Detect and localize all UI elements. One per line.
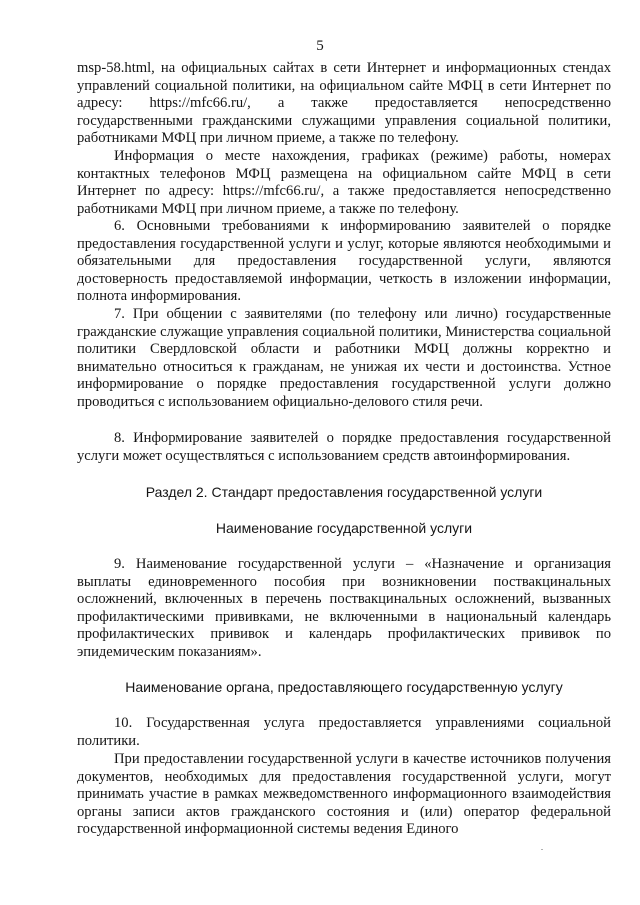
paragraph-item-8: 8. Информирование заявителей о порядке предоставления государственной услуги может осуществляться с использованием средств автоинформирования. (77, 430, 611, 464)
subsection-heading-service: Наименование государственной услуги (215, 520, 473, 536)
paragraph-item-10: 10. Государственная услуга предоставляется управлениями социальной политики. (77, 715, 611, 749)
page-number: 5 (316, 38, 324, 54)
paragraph-item-9: 9. Наименование государственной услуги – «Назначение и организация выплаты единовременного пособия при возникновении поствакцинальных осложнений, включенных в перечень поствакцинальных осложнений, вызванных профилактическими прививками, не включенными в национальный календарь профилактических прививок и календарь профилактических прививок по эпидемическим показаниям». (77, 556, 611, 660)
subsection-heading-authority: Наименование органа, предоставляющего государственную услугу (125, 679, 563, 695)
paragraph-mfc-info: Информация о месте нахождения, графиках (режиме) работы, номерах контактных телефонов МФЦ размещена на официальном сайте МФЦ в сети Интернет по адресу: https://mfc66.ru/, а также предоставляется непосредственно работниками МФЦ при личном приеме, а также по телефону. (77, 148, 611, 217)
paragraph-item-7: 7. При общении с заявителями (по телефону или лично) государственные гражданские служащие управления социальной политики, Министерства социальной политики Свердловской области и работники МФЦ должны корректно и внимательно относиться к гражданам, не унижая их чести и достоинства. Устное информирование о порядке предоставления государственной услуги должно проводиться с использованием официально-делового стиля речи. (77, 306, 611, 410)
section-heading: Раздел 2. Стандарт предоставления государственной услуги (145, 484, 543, 500)
paragraph-info-sources: msp-58.html, на официальных сайтах в сети Интернет и информационных стендах управлений социальной политики, на официальном сайте МФЦ в сети Интернет по адресу: https://mfc66.ru/, а также предоставляется непосредственно государственными гражданскими служащими управления социальной политики, работниками МФЦ при личном приеме, а также по телефону. (77, 60, 611, 147)
paragraph-interagency: При предоставлении государственной услуги в качестве источников получения документов, необходимых для предоставления государственной услуги, могут принимать участие в рамках межведомственного информационного взаимодействия органы записи актов гражданского состояния и (или) оператор федеральной государственной информационной системы ведения Единого (77, 751, 611, 838)
document-body (77, 60, 611, 839)
paragraph-item-6: 6. Основными требованиями к информированию заявителей о порядке предоставления государственной услуги и услуг, которые являются необходимыми и обязательными для предоставления государственной услуги, являются достоверность предоставляемой информации, четкость в изложении информации, полнота информирования. (77, 218, 611, 305)
scan-speck (541, 849, 543, 850)
